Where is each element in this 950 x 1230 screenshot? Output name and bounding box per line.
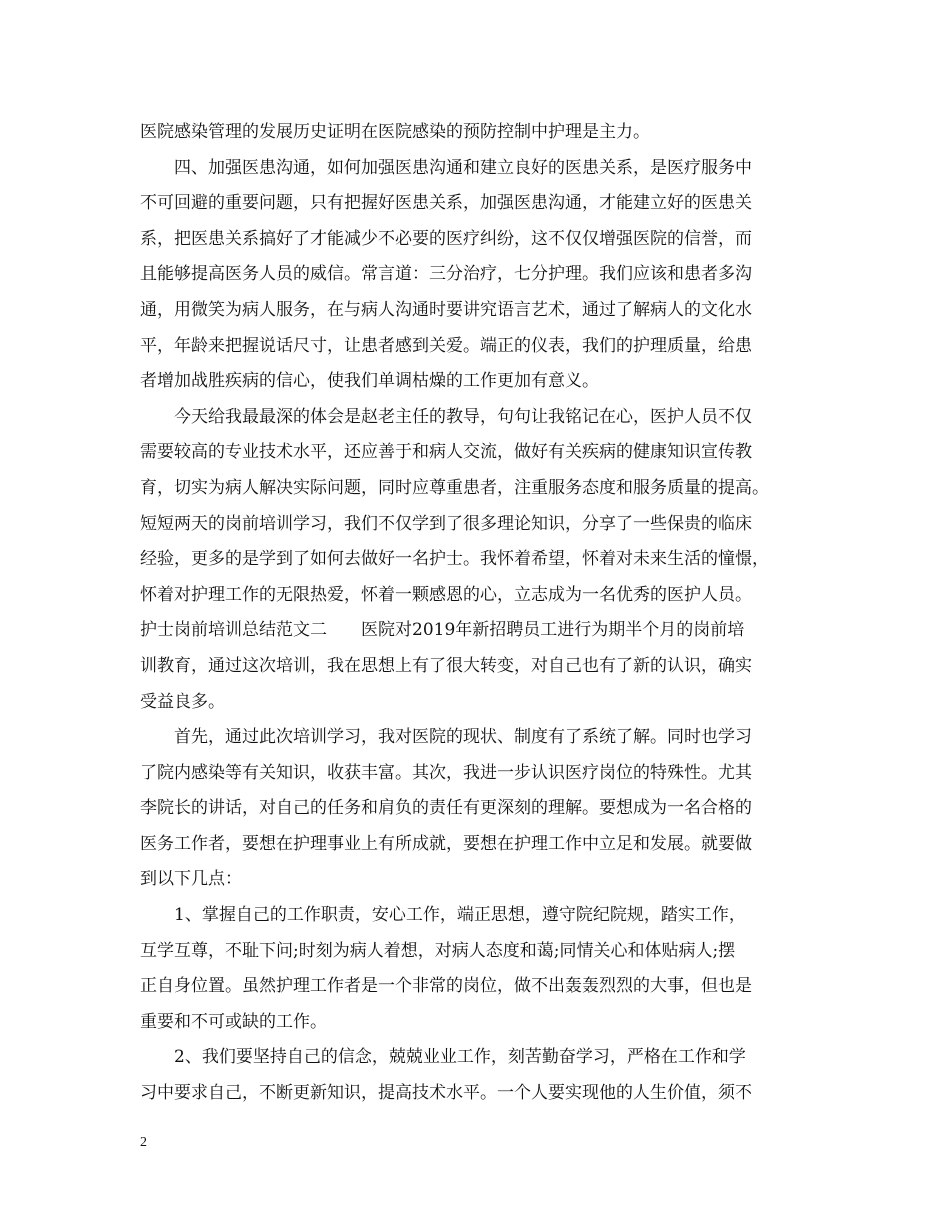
text-line: 且能够提高医务人员的威信。常言道：三分治疗，七分护理。我们应该和患者多沟: [140, 264, 752, 285]
text-line: 首先，通过此次培训学习，我对医院的现状、制度有了系统了解。同时也学习: [174, 727, 752, 748]
text-line: 今天给我最最深的体会是赵老主任的教导，句句让我铭记在心，医护人员不仅: [174, 406, 752, 427]
text-line: 1、掌握自己的工作职责，安心工作，端正思想，遵守院纪院规，踏实工作，: [174, 905, 746, 926]
text-line: 习中要求自己，不断更新知识，提高技术水平。一个人要实现他的人生价值，须不: [140, 1083, 752, 1104]
text-line: 医务工作者，要想在护理事业上有所成就，要想在护理工作中立足和发展。就要做: [140, 833, 752, 854]
text-line: 需要较高的专业技术水平，还应善于和病人交流，做好有关疾病的健康知识宣传教: [140, 442, 752, 463]
text-line: 四、加强医患沟通，如何加强医患沟通和建立良好的医患关系，是医疗服务中: [174, 157, 752, 178]
text-line: 重要和不可或缺的工作。: [140, 1011, 327, 1032]
text-line: 训教育，通过这次培训，我在思想上有了很大转变，对自己也有了新的认识，确实: [140, 655, 752, 676]
text-line: 医院感染管理的发展历史证明在医院感染的预防控制中护理是主力。: [140, 122, 650, 142]
text-line: 正自身位置。虽然护理工作者是一个非常的岗位，做不出轰轰烈烈的大事，但也是: [140, 976, 752, 997]
text-line: 育，切实为病人解决实际问题，同时应尊重患者，注重服务态度和服务质量的提高。: [140, 477, 769, 498]
text-line: 怀着对护理工作的无限热爱，怀着一颗感恩的心，立志成为一名优秀的医护人员。: [140, 584, 752, 605]
text-line: 短短两天的岗前培训学习，我们不仅学到了很多理论知识，分享了一些保贵的临床: [140, 513, 752, 534]
text-line: 到以下几点：: [140, 869, 242, 890]
text-line: 通，用微笑为病人服务，在与病人沟通时要讲究语言艺术，通过了解病人的文化水: [140, 299, 752, 320]
text-line: 了院内感染等有关知识，收获丰富。其次，我进一步认识医疗岗位的特殊性。尤其: [140, 762, 752, 783]
text-line: 不可回避的重要问题，只有把握好医患关系，加强医患沟通，才能建立好的医患关: [140, 193, 752, 214]
text-line: 护士岗前培训总结范文二 医院对2019年新招聘员工进行为期半个月的岗前培: [140, 620, 745, 641]
text-line: 互学互尊，不耻下问;时刻为病人着想，对病人态度和蔼;同情关心和体贴病人;摆: [140, 940, 736, 961]
text-line: 平，年龄来把握说话尺寸，让患者感到关爱。端正的仪表，我们的护理质量，给患: [140, 335, 752, 356]
text-line: 2、我们要坚持自己的信念，兢兢业业工作，刻苦勤奋学习，严格在工作和学: [174, 1047, 746, 1068]
document-body: [140, 115, 812, 1112]
text-line: 系，把医患关系搞好了才能减少不必要的医疗纠纷，这不仅仅增强医院的信誉，而: [140, 228, 752, 249]
page-number: 2: [140, 1135, 147, 1150]
text-line: 李院长的讲话，对自己的任务和肩负的责任有更深刻的理解。要想成为一名合格的: [140, 798, 752, 819]
text-line: 经验，更多的是学到了如何去做好一名护士。我怀着希望，怀着对未来生活的憧憬，: [140, 549, 769, 570]
text-line: 者增加战胜疾病的信心，使我们单调枯燥的工作更加有意义。: [140, 371, 599, 392]
text-line: 受益良多。: [140, 691, 225, 712]
